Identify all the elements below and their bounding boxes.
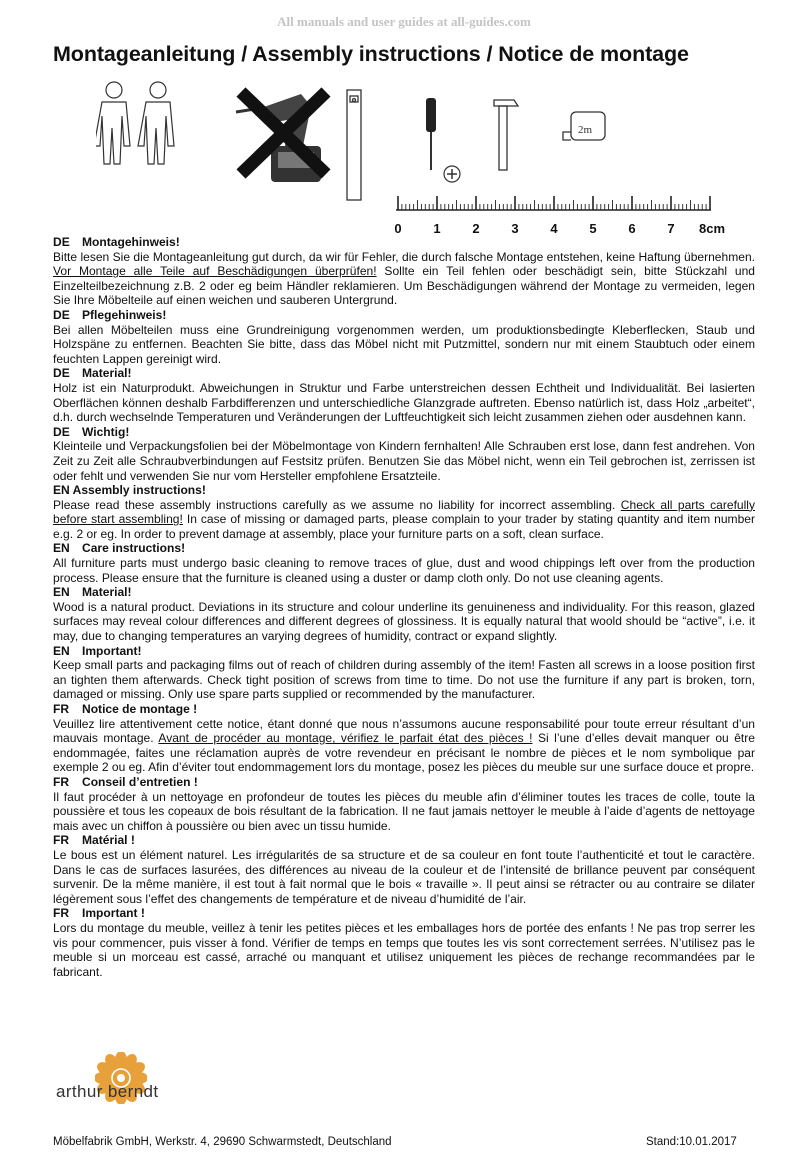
section-heading xyxy=(53,541,755,556)
section-heading xyxy=(53,425,755,440)
section xyxy=(53,833,755,906)
heading-text: Care instructions! xyxy=(82,541,186,556)
section-heading xyxy=(53,235,755,250)
lang-code: EN xyxy=(53,585,70,600)
section-text xyxy=(53,439,755,483)
heading-text: Material! xyxy=(82,366,132,381)
section-text xyxy=(53,921,755,979)
heading-text: Important ! xyxy=(82,906,145,921)
ruler-label: 7 xyxy=(667,221,675,236)
level-icon xyxy=(347,90,361,200)
heading-text: Important! xyxy=(82,643,142,658)
lang-code: DE xyxy=(53,235,70,249)
ruler-label: 6 xyxy=(628,221,636,236)
brand-name: arthur berndt xyxy=(56,1082,159,1101)
lang-code: EN xyxy=(53,541,70,556)
section xyxy=(53,775,755,833)
text: Le bous est un élément naturel. Les irrégularités de sa structure et de sa couleur en font toute l’authenticité et tout le caractère. Dans le cas de surfaces lasurées, des différences au niveau de la couleur et de l’intensité de brillance peuvent par conséquent survenir. De la même manière, il est tout à fait normal que le bois « travaille ». Il peut ainsi se rétracter ou au contraire se dilater légèrement sous l’effet des changements de température et de niveau d’humidité de l’air. xyxy=(53,847,755,906)
text: All furniture parts must undergo basic cleaning to remove traces of glue, dust and wood chippings left over from the production process. Please ensure that the furniture is cleaned using a duster or damp cloth only. Do not use cleaning agents. xyxy=(53,556,755,585)
lang-code: FR xyxy=(53,906,70,921)
lang-code: DE xyxy=(53,366,70,381)
text: Wood is a natural product. Deviations in its structure and colour underline its genuineness and individuality. For this reason, glazed surfaces may reveal colour differences and different degrees of glossiness. It is equally natural that woold should be “active”, i.e. it may, due to changing temperatures an varying degrees of humidity, contract or expand slightly. xyxy=(53,599,755,644)
section xyxy=(53,235,755,308)
ruler-labels xyxy=(394,221,725,236)
text: Lors du montage du meuble, veillez à tenir les petites pièces et les emballages hors de portée des enfants ! Ne pas trop serrer les vis pour commencer, puis visser à fond. Vérifier de temps en temps que toutes les vis sont correctement serrées. N’utilisez pas le meuble si un morceau est cassé, arraché ou manquant et utilisez uniquement les pièces de rechange recommandées par le fabricant. xyxy=(53,920,755,979)
ruler-label: 5 xyxy=(589,221,597,236)
two-people-icon xyxy=(96,82,174,164)
text: Kleinteile und Verpackungsfolien bei der Möbelmontage von Kindern fernhalten! Alle Schrauben erst lose, dann fest andrehen. Von Zeit zu Zeit alle Schraubverbindungen auf Festsitz prüfen. Benutzen Sie das Möbel nicht, wenn ein Teil gebrochen ist, zerrissen ist oder fehlt und verwenden Sie nur vom Hersteller empfohlene Ersatzteile. xyxy=(53,439,755,483)
section-text xyxy=(53,250,755,308)
heading-text: Pflegehinweis! xyxy=(82,307,167,322)
section-heading xyxy=(53,366,755,381)
lang-code: FR xyxy=(53,774,70,789)
ruler-label: 2 xyxy=(472,221,480,236)
heading-text: Material! xyxy=(82,585,132,600)
section-heading xyxy=(53,644,755,659)
section xyxy=(53,585,755,643)
section-heading xyxy=(53,483,755,498)
text: Sollte ein Teil fehlen oder beschädigt sein, bitte Stückzahl und Einzelteilbezeichnung z.B. 2 oder eg beim Händler reklamieren. Um Beschädigungen während der Montage zu vermeiden, legen Sie Ihre Möbelteile auf einen weichen und sauberen Untergrund. xyxy=(53,264,755,308)
ruler-label: 3 xyxy=(511,221,519,236)
text: Bitte lesen Sie die Montageanleitung gut durch, da wir für Fehler, die durch falsche Montage entstehen, keine Haftung übernehmen. xyxy=(53,249,755,264)
footer-date: Stand:10.01.2017 xyxy=(646,1136,737,1148)
ruler-label: 1 xyxy=(433,221,441,236)
lang-code: FR xyxy=(53,833,70,848)
section xyxy=(53,541,755,585)
section-text xyxy=(53,381,755,425)
text: Si l’une d’elles devait manquer ou être endommagée, faites une réclamation auprès de votre revendeur en précisant le nombre de pièces et le nom symbolique par exemple 2 ou eg. Afin d’éviter tout endommagement lors du montage, posez les pièces du meuble sur une surface douce et propre. xyxy=(53,731,755,775)
text: Keep small parts and packaging films out of reach of children during assembly of the item! Fasten all screws in a loose position first an tighten them afterwards. Check tight position of screws from time to time. Do not use the furniture if any part is broken, torn, damaged or missing. Only use spare parts supplied or recommended by the manufacturer. xyxy=(53,658,755,702)
section-text xyxy=(53,600,755,644)
section-text xyxy=(53,848,755,906)
section-text xyxy=(53,498,755,542)
section-text xyxy=(53,556,755,585)
text: Veuillez lire attentivement cette notice, étant donné que nous n’assumons aucune responsabilité pour toute erreur résultant d’un mauvais montage. xyxy=(53,716,755,746)
text: In case of missing or damaged parts, please complain to your trader by stating quantity and item number e.g. 2 or eg. In order to prevent damage at assembly, place your furniture parts on a soft, clean surface. xyxy=(53,512,755,541)
section-heading xyxy=(53,585,755,600)
section-heading xyxy=(53,906,755,921)
section-text xyxy=(53,717,755,775)
watermark: All manuals and user guides at all-guides.com xyxy=(277,14,531,29)
text: Please read these assembly instructions carefully as we assume no liability for incorrect assembling. xyxy=(53,497,621,512)
section-heading xyxy=(53,833,755,848)
heading-text: Wichtig! xyxy=(82,424,130,439)
section xyxy=(53,366,755,424)
heading-text: Montagehinweis! xyxy=(82,235,180,249)
crossed-out-drill-icon xyxy=(236,92,326,182)
text: Bei allen Möbelteilen muss eine Grundreinigung vorgenommen werden, um produktionsbedingte Kleberflecken, Staub und Holzspäne zu entfernen. Beachten Sie bitte, dass das Möbel nicht mit Putzmittel, sondern nur mit einem Staubtuch oder einem feuchten Lappen gereinigt wird. xyxy=(53,322,755,366)
heading-text: Matérial ! xyxy=(82,833,135,848)
hammer-icon xyxy=(494,100,518,170)
footer-address: Möbelfabrik GmbH, Werkstr. 4, 29690 Schwarmstedt, Deutschland xyxy=(53,1136,392,1148)
section-text xyxy=(53,790,755,834)
lang-code: FR xyxy=(53,702,70,716)
tools-illustration xyxy=(96,78,746,238)
section-heading xyxy=(53,775,755,790)
heading-text: Assembly instructions! xyxy=(72,483,206,498)
phillips-screwdriver-icon xyxy=(426,98,460,182)
page-title: Montageanleitung / Assembly instructions / Notice de montage xyxy=(53,42,689,66)
ruler-label: 4 xyxy=(550,221,558,236)
lang-code: EN xyxy=(53,643,70,658)
tape-label: 2m xyxy=(577,124,593,136)
ruler xyxy=(396,196,711,210)
heading-text: Notice de montage ! xyxy=(82,702,198,716)
text: Il faut procéder à un nettoyage en profondeur de toutes les pièces du meuble afin d’éliminer toutes les traces de colle, toute la poussière et tous les copeaux de bois résultant de la fabrication. Il ne faut jamais nettoyer le meuble à l’aide d’agents de nettoyage mais avec un chiffon à poussière ou bien avec un tissu humide. xyxy=(53,789,755,833)
section xyxy=(53,644,755,702)
section xyxy=(53,906,755,979)
lang-code: EN xyxy=(53,483,70,498)
section-text xyxy=(53,323,755,367)
ruler-label: 0 xyxy=(394,221,402,236)
underlined-text: Check all parts carefully before start assembling! xyxy=(53,497,755,527)
section xyxy=(53,483,755,541)
section-text xyxy=(53,658,755,702)
lang-code: DE xyxy=(53,307,70,322)
section xyxy=(53,702,755,775)
section xyxy=(53,425,755,483)
lang-code: DE xyxy=(53,424,70,439)
section xyxy=(53,308,755,366)
underlined-text: Avant de procéder au montage, vérifiez le parfait état des pièces ! xyxy=(158,731,533,746)
heading-text: Conseil d’entretien ! xyxy=(82,774,198,789)
section-heading xyxy=(53,308,755,323)
instructions-body xyxy=(53,235,755,979)
section-heading xyxy=(53,702,755,717)
ruler-label: 8cm xyxy=(698,221,726,236)
text: Holz ist ein Naturprodukt. Abweichungen in Struktur und Farbe unterstreichen dessen Echtheit und Individualität. Bei lasierten Oberflächen können deshalb Farbdifferenzen und unterschiedliche Glanzgrade auftreten. Ebenso natürlich ist, dass Holz „arbeitet“, d.h. durch wechselnde Temperaturen und Veränderungen der Luftfeuchtigkeit sich leicht zusammen ziehen oder ausdehnen kann. xyxy=(53,380,755,425)
underlined-text: Vor Montage alle Teile auf Beschädigungen überprüfen! xyxy=(53,264,377,279)
